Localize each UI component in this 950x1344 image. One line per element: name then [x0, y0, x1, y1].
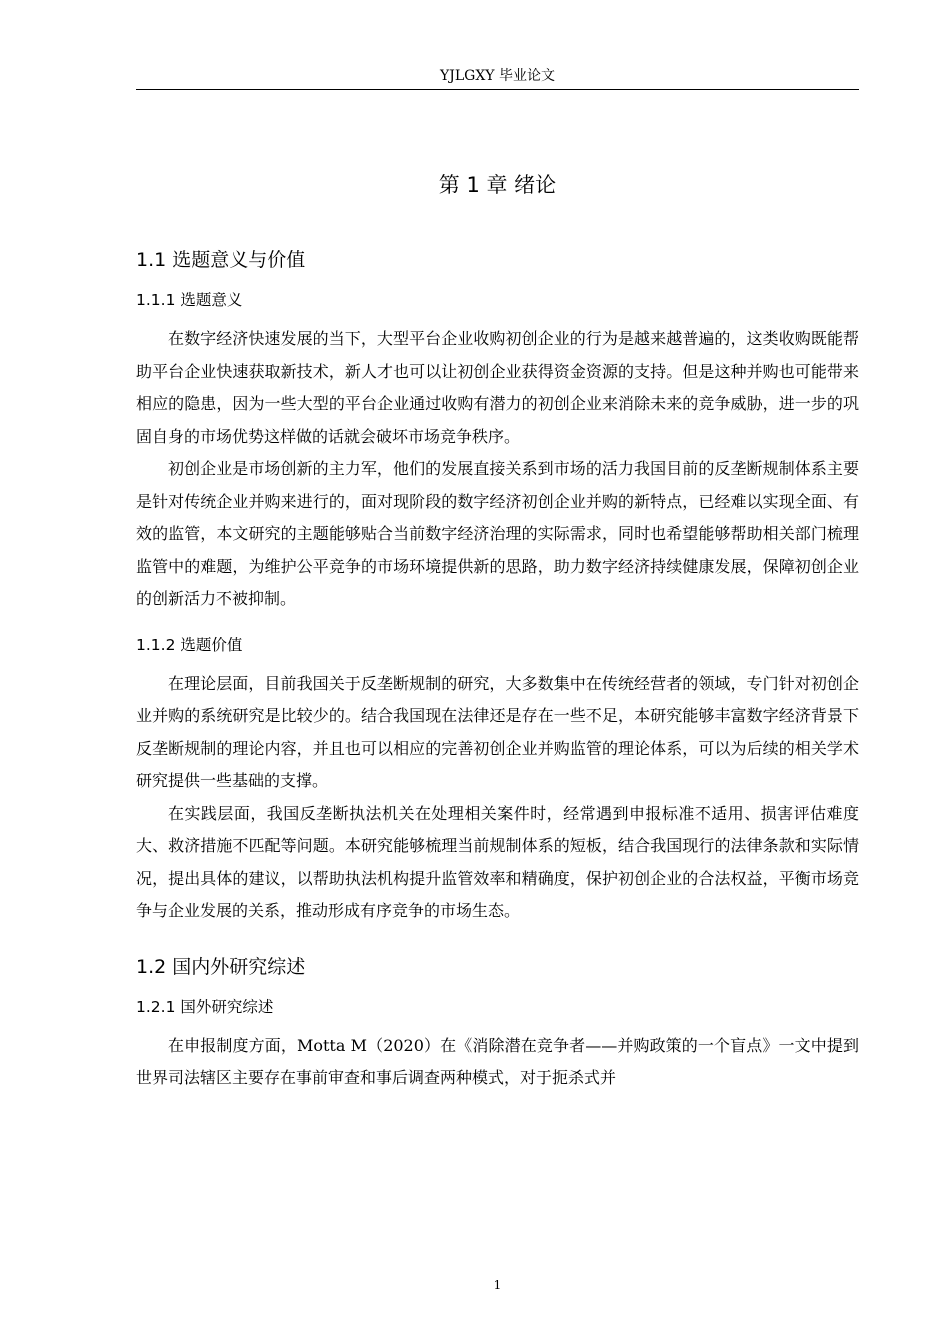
paragraph: 在理论层面，目前我国关于反垄断规制的研究，大多数集中在传统经营者的领域，专门针对初创企业并购的系统研究是比较少的。结合我国现在法律还是存在一些不足，本研究能够丰富数字经济背景下反垄断规制的理论内容，并且也可以相应的完善初创企业并购监管的理论体系，可以为后续的相关学术研究提供一些基础的支撑。 — [136, 673, 859, 790]
paragraph: 在数字经济快速发展的当下，大型平台企业收购初创企业的行为是越来越普遍的，这类收购既能帮助平台企业快速获取新技术，新人才也可以让初创企业获得资金资源的支持。但是这种并购也可能带来相应的隐患，因为一些大型的平台企业通过收购有潜力的初创企业来消除未来的竞争威胁，进一步的巩固自身的市场优势这样做的话就会破坏市场竞争秩序。 — [136, 329, 859, 446]
paragraph: 初创企业是市场创新的主力军，他们的发展直接关系到市场的活力我国目前的反垄断规制体系主要是针对传统企业并购来进行的，面对现阶段的数字经济初创企业并购的新特点，已经难以实现全面、有效的监管，本文研究的主题能够贴合当前数字经济治理的实际需求，同时也希望能够帮助相关部门梳理监管中的难题，为维护公平竞争的市场环境提供新的思路，助力数字经济持续健康发展，保障初创企业的创新活力不被抑制。 — [136, 459, 859, 608]
section-1-2-title: 1.2 国内外研究综述 — [136, 955, 306, 978]
section-1-1-title: 1.1 选题意义与价值 — [136, 249, 306, 271]
paragraph: 在申报制度方面，Motta M（2020）在《消除潜在竞争者——并购政策的一个盲点》一文中提到世界司法辖区主要存在事前审查和事后调查两种模式，对于扼杀式并 — [136, 1035, 859, 1087]
header-rule — [136, 89, 859, 90]
section-1-1-2-title: 1.1.2 选题价值 — [136, 635, 243, 654]
paragraph: 在实践层面，我国反垄断执法机关在处理相关案件时，经常遇到申报标准不适用、损害评估难度大、救济措施不匹配等问题。本研究能够梳理当前规制体系的短板，结合我国现行的法律条款和实际情况，提出具体的建议，以帮助执法机构提升监管效率和精确度，保护初创企业的合法权益，平衡市场竞争与企业发展的关系，推动形成有序竞争的市场生态。 — [136, 803, 859, 920]
document-body — [136, 170, 859, 1095]
page-header: YJLGXY 毕业论文 — [440, 68, 555, 84]
section-1-2-1-title: 1.2.1 国外研究综述 — [136, 997, 274, 1016]
chapter-title: 第 1 章 绪论 — [438, 173, 557, 197]
section-1-1-1-title: 1.1.1 选题意义 — [136, 291, 243, 309]
page-number: 1 — [493, 1278, 502, 1292]
